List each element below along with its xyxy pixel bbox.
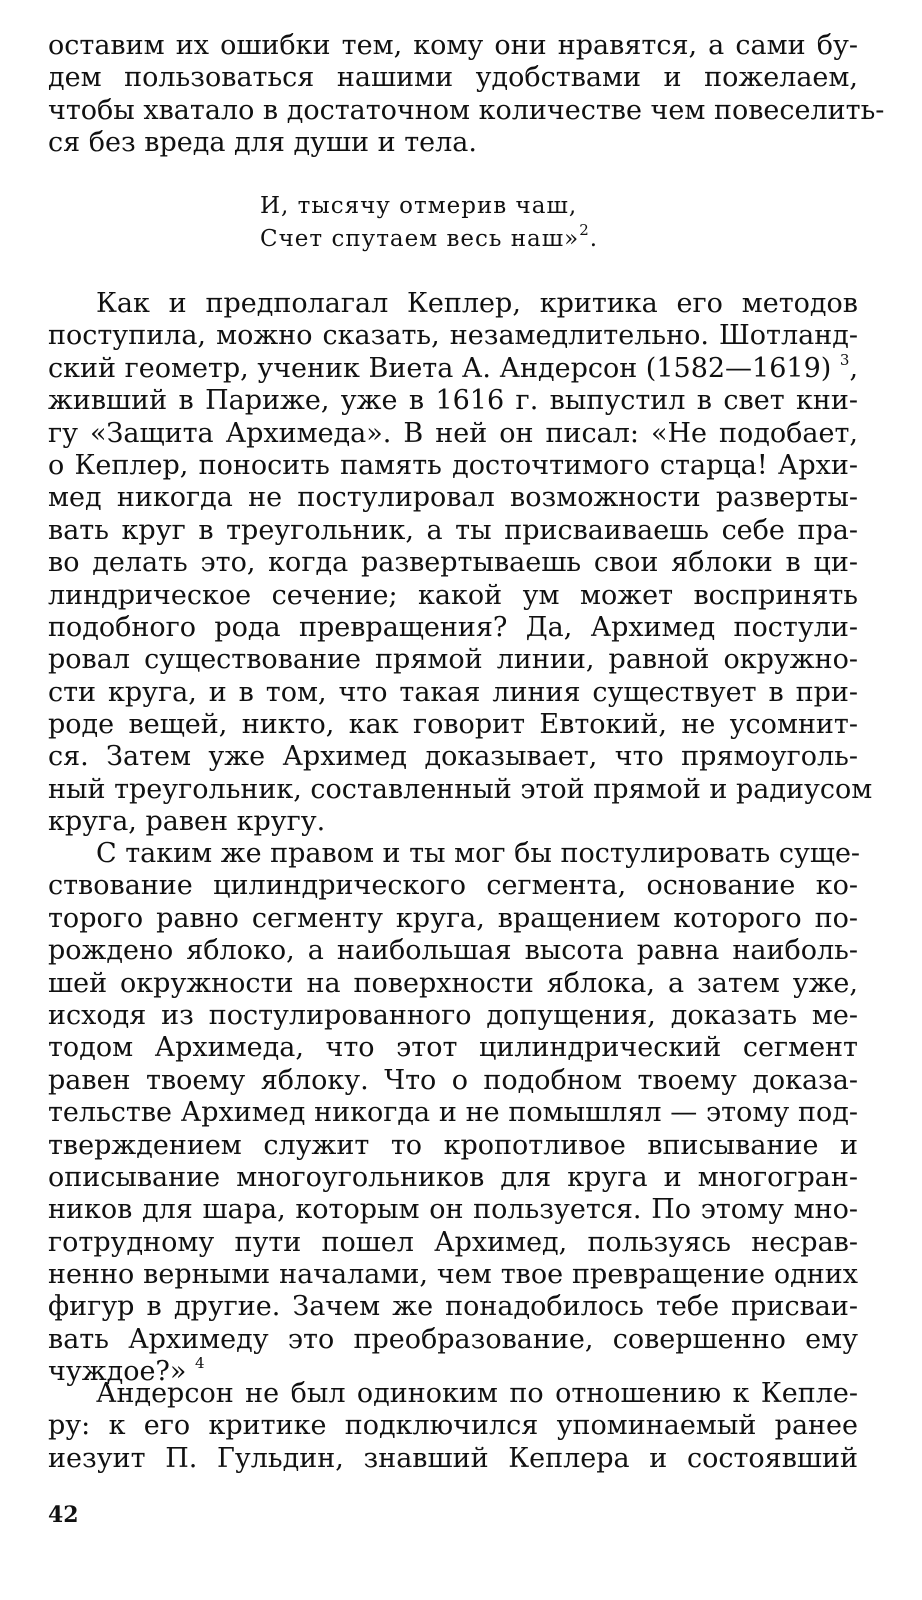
footnote-ref: 3 [839, 350, 850, 369]
text-line: тодом Архимеда, что этот цилиндрический сегмент [48, 1032, 858, 1064]
text-line-part: ский геометр, ученик Виета А. Андерсон (1582—1619) [48, 352, 832, 384]
text-line: гу «Защита Архимеда». В ней он писал: «Не подобает, [48, 417, 858, 449]
text-line: ру: к его критике подключился упоминаемый ранее [48, 1410, 858, 1442]
text-line: вать Архимеду это преобразование, совершенно ему [48, 1323, 858, 1355]
text-line: тверждением служит то кропотливое вписывание и [48, 1129, 858, 1161]
text-line: оставим их ошибки тем, кому они нравятся, а сами бу- [48, 30, 858, 61]
text-line: шей окружности на поверхности яблока, а затем уже, [48, 967, 858, 999]
text-line: тельстве Архимед никогда и не помышлял — этому под- [48, 1097, 858, 1129]
verse-line: И, тысячу отмерив чаш, [260, 193, 578, 219]
text-line: С таким же правом и ты мог бы постулировать суще- [96, 838, 861, 869]
text-line: описывание многоугольников для круга и многогран- [48, 1161, 858, 1193]
text-line: вать круг в треугольник, а ты присваиваешь себе пра- [48, 514, 858, 546]
text-line: исходя из постулированного допущения, доказать ме- [48, 999, 858, 1031]
verse-line-text: Счет спутаем весь наш» [260, 226, 580, 252]
text-line: поступила, можно сказать, незамедлительно. Шотланд- [48, 320, 858, 352]
text-line-part: чуждое?» [48, 1356, 187, 1388]
text-line: ровал существование прямой линии, равной окружно- [48, 644, 858, 676]
text-line: подобного рода превращения? Да, Архимед постули- [48, 611, 858, 643]
text-line: ный треугольник, составленный этой прямой и радиусом [48, 773, 873, 805]
text-line: готрудному пути пошел Архимед, пользуясь несрав- [48, 1226, 858, 1258]
text-line: роде вещей, никто, как говорит Евтокий, не усомнит- [48, 709, 858, 741]
text-line: фигур в другие. Зачем же понадобилось тебе присваи- [48, 1291, 858, 1323]
text-line: во делать это, когда развертываешь свои яблоки в ци- [48, 547, 858, 579]
text-line: дем пользоваться нашими удобствами и пожелаем, [48, 62, 858, 94]
footnote-ref: 2 [579, 221, 590, 239]
text-line: ся без вреда для души и тела. [48, 127, 477, 159]
text-line: линдрическое сечение; какой ум может воспринять [48, 579, 858, 611]
paragraph-2 [48, 288, 873, 839]
text-line: торого равно сегменту круга, вращением которого по- [48, 902, 858, 934]
verse-quote [260, 190, 598, 256]
text-line: рождено яблоко, а наибольшая высота равна наиболь- [48, 935, 858, 967]
text-line: сти круга, и в том, что такая линия существует в при- [48, 676, 858, 708]
text-line: чтобы хватало в достаточном количестве чем повеселить- [48, 94, 885, 126]
text-line: живший в Париже, уже в 1616 г. выпустил в свет кни- [48, 385, 858, 417]
text-line: равен твоему яблоку. Что о подобном твоему доказа- [48, 1064, 858, 1096]
text-line: Как и предполагал Кеплер, критика его методов [96, 288, 858, 319]
text-line: ский геометр, ученик Виета А. Андерсон (1582—1619) $^3$, [48, 350, 859, 384]
verse-end-punct: . [589, 226, 599, 252]
text-line: круга, равен кругу. [48, 806, 326, 838]
page-number: 42 [48, 1502, 79, 1528]
text-line: ников для шара, которым он пользуется. По этому мно- [48, 1194, 858, 1226]
footnote-ref: 4 [195, 1354, 205, 1373]
verse-line [260, 223, 598, 256]
text-line: иезуит П. Гульдин, знавший Кеплера и состоявший [48, 1442, 858, 1474]
text-line: Андерсон не был одиноким по отношению к Кепле- [96, 1378, 858, 1409]
text-line: ствование цилиндрического сегмента, основание ко- [48, 870, 858, 902]
text-line: ся. Затем уже Архимед доказывает, что прямоуголь- [48, 741, 858, 773]
text-line: мед никогда не постулировал возможности разверты- [48, 482, 858, 514]
text-line: о Кеплер, поносить память досточтимого старца! Архи- [48, 449, 858, 481]
paragraph-4 [48, 1378, 858, 1475]
paragraph-3 [48, 838, 861, 1389]
text-line: ненно верными началами, чем твое превращение одних [48, 1259, 858, 1291]
paragraph-1 [48, 30, 885, 160]
